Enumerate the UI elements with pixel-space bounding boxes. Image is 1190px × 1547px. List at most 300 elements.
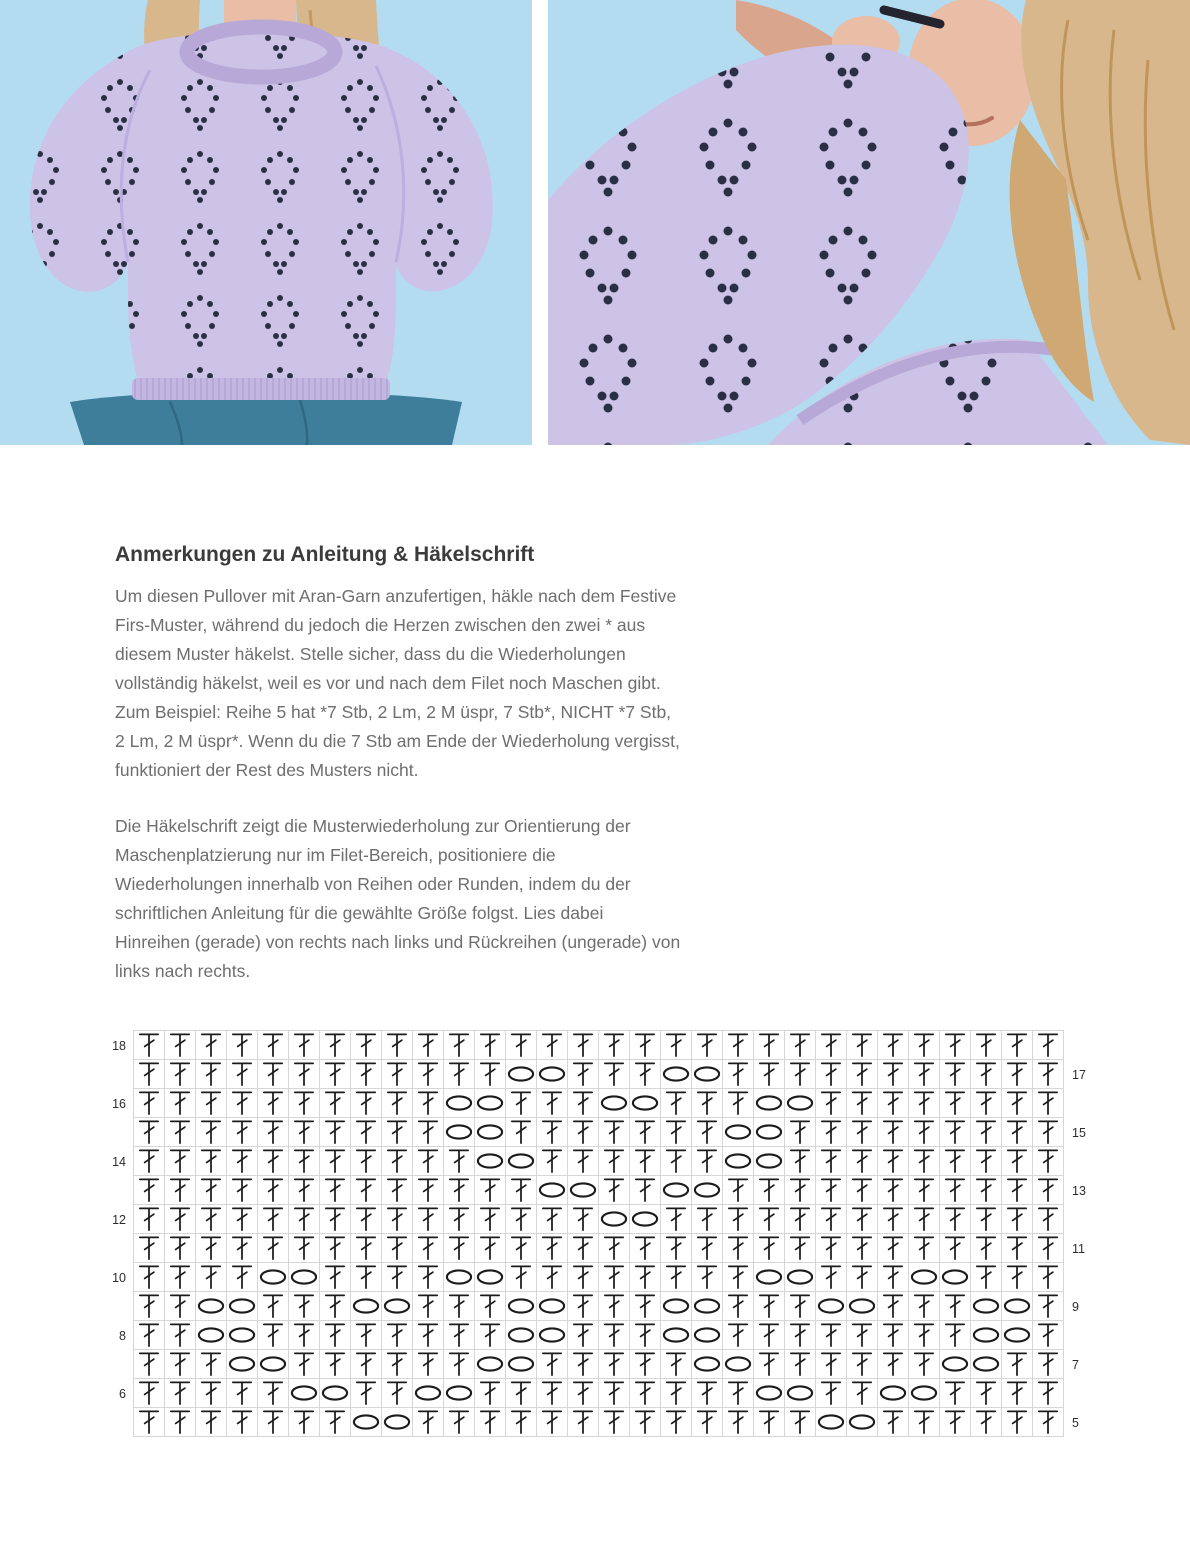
chart-row-5 — [134, 1408, 1079, 1437]
chain-stitch-symbol — [444, 1118, 475, 1147]
photo-sweater-closeup — [548, 0, 1190, 445]
chain-stitch-symbol — [413, 1379, 444, 1408]
double-crochet-symbol — [196, 1205, 227, 1234]
double-crochet-symbol — [444, 1176, 475, 1205]
chain-stitch-symbol — [258, 1263, 289, 1292]
double-crochet-symbol — [847, 1176, 878, 1205]
chain-stitch-symbol — [692, 1060, 723, 1089]
double-crochet-symbol — [320, 1205, 351, 1234]
double-crochet-symbol — [754, 1060, 785, 1089]
double-crochet-symbol — [599, 1379, 630, 1408]
chart-row-number-9: 9 — [1072, 1299, 1079, 1314]
double-crochet-symbol — [351, 1350, 382, 1379]
chain-stitch-symbol — [909, 1379, 940, 1408]
double-crochet-symbol — [537, 1031, 568, 1060]
double-crochet-symbol — [382, 1350, 413, 1379]
double-crochet-symbol — [196, 1031, 227, 1060]
chart-row-10 — [112, 1263, 1064, 1292]
chart-row-number-17: 17 — [1072, 1067, 1086, 1082]
double-crochet-symbol — [227, 1089, 258, 1118]
chain-stitch-symbol — [537, 1321, 568, 1350]
double-crochet-symbol — [1033, 1292, 1064, 1321]
chain-stitch-symbol — [754, 1089, 785, 1118]
double-crochet-symbol — [909, 1089, 940, 1118]
double-crochet-symbol — [258, 1379, 289, 1408]
double-crochet-symbol — [506, 1089, 537, 1118]
double-crochet-symbol — [258, 1292, 289, 1321]
double-crochet-symbol — [444, 1060, 475, 1089]
double-crochet-symbol — [878, 1408, 909, 1437]
double-crochet-symbol — [475, 1292, 506, 1321]
double-crochet-symbol — [878, 1292, 909, 1321]
double-crochet-symbol — [568, 1350, 599, 1379]
chain-stitch-symbol — [754, 1379, 785, 1408]
chart-row-7 — [134, 1350, 1079, 1379]
double-crochet-symbol — [909, 1321, 940, 1350]
double-crochet-symbol — [1033, 1263, 1064, 1292]
double-crochet-symbol — [1002, 1031, 1033, 1060]
double-crochet-symbol — [661, 1234, 692, 1263]
double-crochet-symbol — [413, 1205, 444, 1234]
notes-section — [115, 542, 683, 1013]
double-crochet-symbol — [134, 1089, 165, 1118]
chain-stitch-symbol — [444, 1263, 475, 1292]
chain-stitch-symbol — [971, 1321, 1002, 1350]
chart-row-number-14: 14 — [112, 1154, 126, 1169]
double-crochet-symbol — [537, 1350, 568, 1379]
chain-stitch-symbol — [785, 1089, 816, 1118]
double-crochet-symbol — [568, 1060, 599, 1089]
double-crochet-symbol — [382, 1147, 413, 1176]
double-crochet-symbol — [289, 1234, 320, 1263]
double-crochet-symbol — [816, 1118, 847, 1147]
double-crochet-symbol — [816, 1379, 847, 1408]
double-crochet-symbol — [444, 1031, 475, 1060]
double-crochet-symbol — [506, 1205, 537, 1234]
double-crochet-symbol — [816, 1234, 847, 1263]
double-crochet-symbol — [289, 1350, 320, 1379]
double-crochet-symbol — [134, 1263, 165, 1292]
double-crochet-symbol — [599, 1408, 630, 1437]
double-crochet-symbol — [878, 1176, 909, 1205]
double-crochet-symbol — [599, 1263, 630, 1292]
double-crochet-symbol — [692, 1205, 723, 1234]
double-crochet-symbol — [878, 1089, 909, 1118]
double-crochet-symbol — [940, 1147, 971, 1176]
crochet-chart — [112, 1030, 1086, 1437]
double-crochet-symbol — [413, 1234, 444, 1263]
double-crochet-symbol — [1033, 1350, 1064, 1379]
double-crochet-symbol — [568, 1147, 599, 1176]
double-crochet-symbol — [971, 1031, 1002, 1060]
chain-stitch-symbol — [847, 1292, 878, 1321]
double-crochet-symbol — [816, 1147, 847, 1176]
double-crochet-symbol — [785, 1060, 816, 1089]
double-crochet-symbol — [320, 1408, 351, 1437]
double-crochet-symbol — [847, 1234, 878, 1263]
double-crochet-symbol — [351, 1263, 382, 1292]
double-crochet-symbol — [568, 1234, 599, 1263]
chain-stitch-symbol — [258, 1350, 289, 1379]
double-crochet-symbol — [537, 1118, 568, 1147]
double-crochet-symbol — [971, 1205, 1002, 1234]
double-crochet-symbol — [320, 1118, 351, 1147]
double-crochet-symbol — [568, 1118, 599, 1147]
double-crochet-symbol — [1002, 1205, 1033, 1234]
chain-stitch-symbol — [506, 1147, 537, 1176]
double-crochet-symbol — [785, 1176, 816, 1205]
double-crochet-symbol — [1002, 1176, 1033, 1205]
double-crochet-symbol — [475, 1234, 506, 1263]
chart-row-13 — [134, 1176, 1086, 1205]
chain-stitch-symbol — [289, 1379, 320, 1408]
double-crochet-symbol — [630, 1292, 661, 1321]
chart-row-14 — [112, 1147, 1064, 1176]
double-crochet-symbol — [134, 1176, 165, 1205]
double-crochet-symbol — [134, 1205, 165, 1234]
chart-row-number-18: 18 — [112, 1038, 126, 1053]
double-crochet-symbol — [909, 1147, 940, 1176]
double-crochet-symbol — [785, 1408, 816, 1437]
double-crochet-symbol — [444, 1234, 475, 1263]
double-crochet-symbol — [413, 1321, 444, 1350]
chain-stitch-symbol — [723, 1147, 754, 1176]
double-crochet-symbol — [289, 1031, 320, 1060]
chain-stitch-symbol — [723, 1350, 754, 1379]
double-crochet-symbol — [909, 1234, 940, 1263]
double-crochet-symbol — [444, 1321, 475, 1350]
double-crochet-symbol — [134, 1379, 165, 1408]
double-crochet-symbol — [537, 1408, 568, 1437]
notes-heading: Anmerkungen zu Anleitung & Häkelschrift — [115, 543, 535, 566]
double-crochet-symbol — [630, 1118, 661, 1147]
double-crochet-symbol — [227, 1118, 258, 1147]
double-crochet-symbol — [940, 1118, 971, 1147]
chain-stitch-symbol — [1002, 1292, 1033, 1321]
chain-stitch-symbol — [196, 1321, 227, 1350]
double-crochet-symbol — [506, 1176, 537, 1205]
chain-stitch-symbol — [599, 1089, 630, 1118]
double-crochet-symbol — [320, 1031, 351, 1060]
double-crochet-symbol — [382, 1031, 413, 1060]
chart-row-number-12: 12 — [112, 1212, 126, 1227]
double-crochet-symbol — [196, 1379, 227, 1408]
chart-row-number-16: 16 — [112, 1096, 126, 1111]
chain-stitch-symbol — [785, 1379, 816, 1408]
double-crochet-symbol — [878, 1147, 909, 1176]
double-crochet-symbol — [351, 1031, 382, 1060]
double-crochet-symbol — [599, 1292, 630, 1321]
double-crochet-symbol — [630, 1263, 661, 1292]
chain-stitch-symbol — [630, 1089, 661, 1118]
double-crochet-symbol — [785, 1234, 816, 1263]
double-crochet-symbol — [537, 1147, 568, 1176]
chain-stitch-symbol — [692, 1350, 723, 1379]
double-crochet-symbol — [1033, 1176, 1064, 1205]
double-crochet-symbol — [413, 1031, 444, 1060]
double-crochet-symbol — [1033, 1205, 1064, 1234]
chain-stitch-symbol — [227, 1292, 258, 1321]
chain-stitch-symbol — [506, 1321, 537, 1350]
double-crochet-symbol — [847, 1263, 878, 1292]
chain-stitch-symbol — [692, 1321, 723, 1350]
double-crochet-symbol — [1002, 1408, 1033, 1437]
double-crochet-symbol — [227, 1176, 258, 1205]
double-crochet-symbol — [1002, 1060, 1033, 1089]
double-crochet-symbol — [568, 1263, 599, 1292]
double-crochet-symbol — [971, 1263, 1002, 1292]
double-crochet-symbol — [537, 1089, 568, 1118]
double-crochet-symbol — [134, 1408, 165, 1437]
chain-stitch-symbol — [1002, 1321, 1033, 1350]
double-crochet-symbol — [475, 1176, 506, 1205]
double-crochet-symbol — [847, 1205, 878, 1234]
double-crochet-symbol — [723, 1408, 754, 1437]
double-crochet-symbol — [165, 1350, 196, 1379]
double-crochet-symbol — [599, 1350, 630, 1379]
double-crochet-symbol — [568, 1205, 599, 1234]
chain-stitch-symbol — [661, 1176, 692, 1205]
double-crochet-symbol — [227, 1234, 258, 1263]
double-crochet-symbol — [661, 1205, 692, 1234]
double-crochet-symbol — [816, 1205, 847, 1234]
chain-stitch-symbol — [599, 1205, 630, 1234]
chart-row-8 — [119, 1321, 1064, 1350]
double-crochet-symbol — [692, 1263, 723, 1292]
double-crochet-symbol — [196, 1147, 227, 1176]
chain-stitch-symbol — [909, 1263, 940, 1292]
double-crochet-symbol — [444, 1292, 475, 1321]
double-crochet-symbol — [196, 1118, 227, 1147]
chain-stitch-symbol — [537, 1176, 568, 1205]
hem-ribbing-lines — [132, 378, 390, 400]
double-crochet-symbol — [289, 1408, 320, 1437]
double-crochet-symbol — [723, 1060, 754, 1089]
chain-stitch-symbol — [537, 1060, 568, 1089]
chain-stitch-symbol — [351, 1408, 382, 1437]
double-crochet-symbol — [909, 1031, 940, 1060]
double-crochet-symbol — [258, 1234, 289, 1263]
chain-stitch-symbol — [940, 1263, 971, 1292]
double-crochet-symbol — [847, 1379, 878, 1408]
double-crochet-symbol — [754, 1234, 785, 1263]
double-crochet-symbol — [258, 1408, 289, 1437]
double-crochet-symbol — [537, 1234, 568, 1263]
chain-stitch-symbol — [754, 1118, 785, 1147]
double-crochet-symbol — [630, 1379, 661, 1408]
chain-stitch-symbol — [630, 1205, 661, 1234]
double-crochet-symbol — [134, 1060, 165, 1089]
double-crochet-symbol — [878, 1205, 909, 1234]
double-crochet-symbol — [258, 1147, 289, 1176]
sweater-closeup-illustration — [548, 0, 1190, 445]
chart-row-15 — [134, 1118, 1086, 1147]
double-crochet-symbol — [382, 1089, 413, 1118]
double-crochet-symbol — [971, 1234, 1002, 1263]
double-crochet-symbol — [289, 1176, 320, 1205]
chart-row-6 — [119, 1379, 1064, 1408]
double-crochet-symbol — [320, 1350, 351, 1379]
chain-stitch-symbol — [382, 1408, 413, 1437]
double-crochet-symbol — [1033, 1089, 1064, 1118]
double-crochet-symbol — [413, 1060, 444, 1089]
double-crochet-symbol — [1033, 1060, 1064, 1089]
double-crochet-symbol — [165, 1147, 196, 1176]
double-crochet-symbol — [196, 1263, 227, 1292]
double-crochet-symbol — [165, 1379, 196, 1408]
double-crochet-symbol — [351, 1176, 382, 1205]
double-crochet-symbol — [909, 1060, 940, 1089]
chain-stitch-symbol — [692, 1176, 723, 1205]
chain-stitch-symbol — [940, 1350, 971, 1379]
double-crochet-symbol — [847, 1350, 878, 1379]
double-crochet-symbol — [289, 1118, 320, 1147]
double-crochet-symbol — [940, 1379, 971, 1408]
double-crochet-symbol — [351, 1234, 382, 1263]
double-crochet-symbol — [165, 1234, 196, 1263]
double-crochet-symbol — [723, 1089, 754, 1118]
double-crochet-symbol — [413, 1408, 444, 1437]
chain-stitch-symbol — [444, 1089, 475, 1118]
double-crochet-symbol — [413, 1176, 444, 1205]
double-crochet-symbol — [351, 1089, 382, 1118]
chart-row-17 — [134, 1060, 1086, 1089]
double-crochet-symbol — [785, 1321, 816, 1350]
chain-stitch-symbol — [227, 1350, 258, 1379]
double-crochet-symbol — [1002, 1147, 1033, 1176]
double-crochet-symbol — [940, 1408, 971, 1437]
double-crochet-symbol — [940, 1234, 971, 1263]
chain-stitch-symbol — [475, 1350, 506, 1379]
double-crochet-symbol — [289, 1321, 320, 1350]
chain-stitch-symbol — [661, 1321, 692, 1350]
chart-row-9 — [134, 1292, 1079, 1321]
double-crochet-symbol — [599, 1321, 630, 1350]
double-crochet-symbol — [382, 1379, 413, 1408]
chain-stitch-symbol — [537, 1292, 568, 1321]
double-crochet-symbol — [630, 1147, 661, 1176]
double-crochet-symbol — [847, 1031, 878, 1060]
double-crochet-symbol — [878, 1118, 909, 1147]
double-crochet-symbol — [1033, 1379, 1064, 1408]
double-crochet-symbol — [1033, 1118, 1064, 1147]
chain-stitch-symbol — [568, 1176, 599, 1205]
double-crochet-symbol — [320, 1089, 351, 1118]
double-crochet-symbol — [506, 1031, 537, 1060]
double-crochet-symbol — [382, 1176, 413, 1205]
double-crochet-symbol — [134, 1350, 165, 1379]
double-crochet-symbol — [258, 1321, 289, 1350]
double-crochet-symbol — [630, 1176, 661, 1205]
double-crochet-symbol — [940, 1205, 971, 1234]
double-crochet-symbol — [320, 1321, 351, 1350]
double-crochet-symbol — [196, 1089, 227, 1118]
double-crochet-symbol — [847, 1147, 878, 1176]
double-crochet-symbol — [599, 1147, 630, 1176]
double-crochet-symbol — [506, 1263, 537, 1292]
double-crochet-symbol — [382, 1060, 413, 1089]
double-crochet-symbol — [165, 1031, 196, 1060]
double-crochet-symbol — [723, 1176, 754, 1205]
double-crochet-symbol — [909, 1118, 940, 1147]
sweater-front-illustration — [0, 0, 532, 445]
double-crochet-symbol — [1033, 1147, 1064, 1176]
double-crochet-symbol — [351, 1321, 382, 1350]
double-crochet-symbol — [661, 1031, 692, 1060]
double-crochet-symbol — [537, 1263, 568, 1292]
double-crochet-symbol — [475, 1408, 506, 1437]
double-crochet-symbol — [475, 1205, 506, 1234]
double-crochet-symbol — [723, 1234, 754, 1263]
chain-stitch-symbol — [475, 1089, 506, 1118]
double-crochet-symbol — [227, 1379, 258, 1408]
double-crochet-symbol — [134, 1292, 165, 1321]
double-crochet-symbol — [506, 1379, 537, 1408]
double-crochet-symbol — [444, 1205, 475, 1234]
chain-stitch-symbol — [475, 1263, 506, 1292]
double-crochet-symbol — [909, 1350, 940, 1379]
double-crochet-symbol — [630, 1350, 661, 1379]
chart-row-11 — [134, 1234, 1085, 1263]
double-crochet-symbol — [630, 1321, 661, 1350]
double-crochet-symbol — [196, 1350, 227, 1379]
double-crochet-symbol — [754, 1176, 785, 1205]
double-crochet-symbol — [816, 1060, 847, 1089]
double-crochet-symbol — [1002, 1089, 1033, 1118]
double-crochet-symbol — [971, 1118, 1002, 1147]
double-crochet-symbol — [568, 1321, 599, 1350]
double-crochet-symbol — [785, 1292, 816, 1321]
double-crochet-symbol — [258, 1031, 289, 1060]
double-crochet-symbol — [723, 1205, 754, 1234]
double-crochet-symbol — [599, 1060, 630, 1089]
double-crochet-symbol — [444, 1350, 475, 1379]
double-crochet-symbol — [382, 1234, 413, 1263]
double-crochet-symbol — [1002, 1350, 1033, 1379]
double-crochet-symbol — [320, 1234, 351, 1263]
chain-stitch-symbol — [847, 1408, 878, 1437]
double-crochet-symbol — [971, 1379, 1002, 1408]
double-crochet-symbol — [475, 1379, 506, 1408]
double-crochet-symbol — [692, 1031, 723, 1060]
double-crochet-symbol — [444, 1147, 475, 1176]
double-crochet-symbol — [785, 1205, 816, 1234]
notes-paragraph-1: Um diesen Pullover mit Aran-Garn anzufertigen, häkle nach dem Festive Firs-Muster, während du jedoch die Herzen zwischen den zwei * aus diesem Muster häkelst. Stelle sicher, dass du die Wiederholungen vollständig häkelst, weil es vor und nach dem Filet noch Maschen gibt. Zum Beispiel: Reihe 5 hat *7 Stb, 2 Lm, 2 M üspr, 7 Stb*, NICHT *7 Stb, 2 Lm, 2 M üspr*. Wenn du die 7 Stb am Ende der Wiederholung vergisst, funktioniert der Rest des Musters nicht. — [115, 586, 680, 780]
chain-stitch-symbol — [506, 1060, 537, 1089]
double-crochet-symbol — [475, 1060, 506, 1089]
double-crochet-symbol — [289, 1147, 320, 1176]
chain-stitch-symbol — [754, 1263, 785, 1292]
double-crochet-symbol — [878, 1321, 909, 1350]
double-crochet-symbol — [351, 1379, 382, 1408]
double-crochet-symbol — [134, 1234, 165, 1263]
chain-stitch-symbol — [723, 1118, 754, 1147]
double-crochet-symbol — [816, 1176, 847, 1205]
double-crochet-symbol — [909, 1176, 940, 1205]
chart-row-18 — [112, 1031, 1064, 1060]
chart-row-16 — [112, 1089, 1064, 1118]
double-crochet-symbol — [413, 1089, 444, 1118]
double-crochet-symbol — [134, 1147, 165, 1176]
double-crochet-symbol — [320, 1147, 351, 1176]
double-crochet-symbol — [940, 1031, 971, 1060]
double-crochet-symbol — [878, 1263, 909, 1292]
double-crochet-symbol — [847, 1089, 878, 1118]
double-crochet-symbol — [382, 1263, 413, 1292]
chain-stitch-symbol — [351, 1292, 382, 1321]
double-crochet-symbol — [475, 1031, 506, 1060]
double-crochet-symbol — [1033, 1321, 1064, 1350]
